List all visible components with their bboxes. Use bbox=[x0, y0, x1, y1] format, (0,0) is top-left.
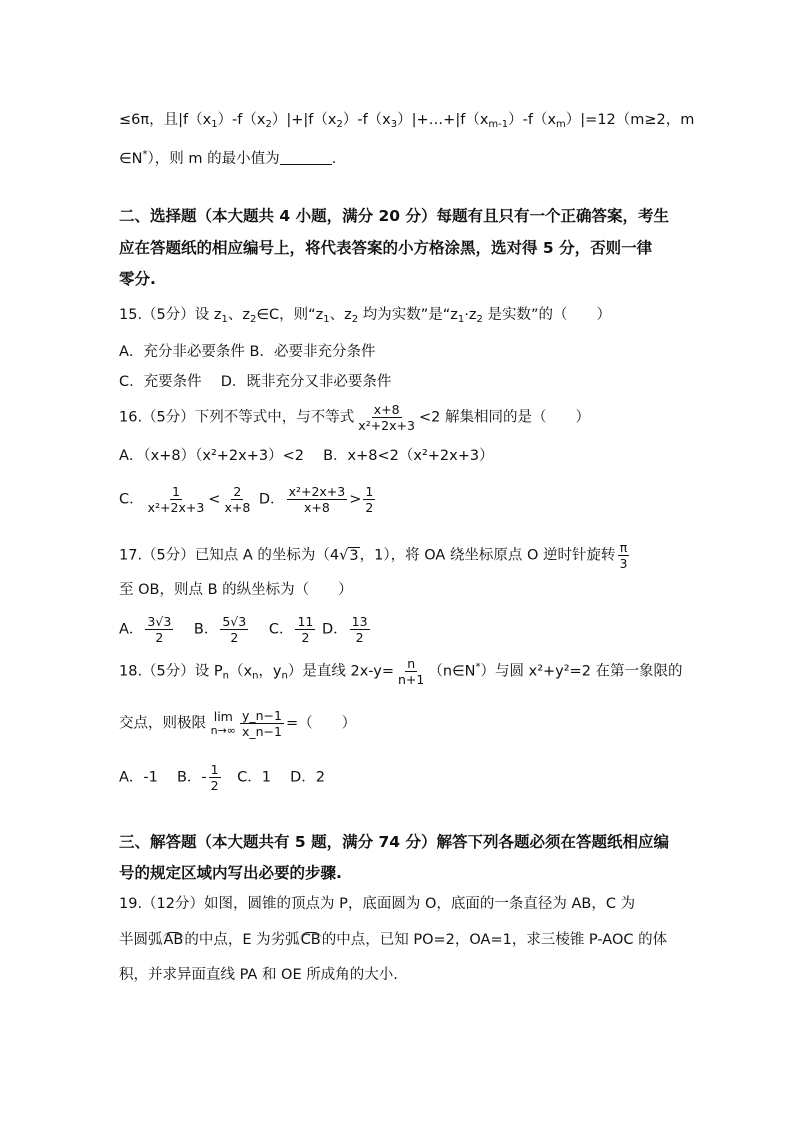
section2-heading-line1: 二、选择题（本大题共 4 小题，满分 20 分）每题有且只有一个正确答案，考生 bbox=[119, 207, 669, 225]
sub: 2 bbox=[336, 119, 343, 130]
text: . bbox=[331, 151, 337, 167]
q16-options-ab: A．（x+8）（x²+2x+3）<2 B．x+8<2（x²+2x+3） bbox=[119, 448, 494, 464]
numerator: 2 bbox=[233, 484, 242, 499]
text: ）是直线 2x-y= bbox=[287, 663, 394, 680]
sub: n bbox=[222, 670, 229, 682]
q17-stem bbox=[119, 540, 632, 571]
sub: 1 bbox=[221, 314, 228, 325]
sub: m bbox=[556, 119, 566, 130]
text: ）|+|f（x bbox=[271, 112, 337, 128]
text: A．-1 B．- bbox=[119, 769, 207, 786]
q19-line2 bbox=[119, 930, 667, 950]
numerator: 1 bbox=[210, 762, 219, 777]
text: ）与圆 x²+y²=2 在第一象限的 bbox=[480, 663, 683, 680]
lim-under: n→∞ bbox=[210, 723, 236, 737]
text: 的中点，已知 PO=2，OA=1，求三棱锥 P-AOC 的体 bbox=[321, 932, 668, 948]
q16-options-cd bbox=[119, 484, 377, 515]
numerator: x+8 bbox=[373, 402, 400, 417]
text: 的中点，E 为劣弧 bbox=[184, 932, 300, 948]
answer-blank bbox=[280, 150, 332, 165]
q18-stem bbox=[119, 656, 683, 687]
text: 是实数”的（ ） bbox=[482, 307, 612, 323]
text: < bbox=[208, 491, 221, 508]
q16-stem bbox=[119, 402, 590, 433]
q17-stem-line2: 至 OB，则点 B 的纵坐标为（ ） bbox=[119, 582, 353, 598]
sub: 1 bbox=[323, 314, 330, 325]
sub: m-1 bbox=[488, 119, 509, 130]
text: ，1），将 OA 绕坐标原点 O 逆时针旋转 bbox=[359, 547, 616, 564]
section2-heading-line2: 应在答题纸的相应编号上，将代表答案的小方格涂黑，选对得 5 分，否则一律 bbox=[119, 239, 653, 257]
section3-heading-line1: 三、解答题（本大题共有 5 题，满分 74 分）解答下列各题必须在答题纸相应编 bbox=[119, 833, 669, 851]
text: （n∈N bbox=[428, 663, 476, 680]
text: 、z bbox=[227, 307, 251, 323]
numerator: y_n−1 bbox=[241, 708, 282, 723]
text: ），则 m 的最小值为 bbox=[147, 151, 280, 167]
denominator: 2 bbox=[355, 630, 364, 645]
q17-options bbox=[119, 614, 372, 645]
numerator: 3√3 bbox=[147, 614, 172, 629]
text: 18.（5分）设 P bbox=[119, 663, 223, 680]
text: ∈N bbox=[119, 151, 143, 167]
fraction bbox=[287, 484, 348, 515]
text: 均为实数”是“z bbox=[358, 307, 458, 323]
text: 16.（5分）下列不等式中，与不等式 bbox=[119, 409, 355, 426]
text: ≤6π，且|f（x bbox=[119, 112, 212, 128]
text: ，y bbox=[258, 663, 282, 680]
fraction bbox=[295, 614, 315, 645]
arc-cb: CB bbox=[300, 932, 321, 948]
text: 17.（5分）已知点 A 的坐标为（4 bbox=[119, 547, 340, 564]
text: > bbox=[349, 491, 362, 508]
denominator: x+8 bbox=[303, 500, 330, 515]
sqrt-sign: √ bbox=[339, 547, 349, 564]
option-label: D． bbox=[321, 621, 348, 638]
denominator: 2 bbox=[365, 500, 374, 515]
text: ）-f（x bbox=[342, 112, 391, 128]
text: ∈C，则“z bbox=[256, 307, 324, 323]
fraction bbox=[145, 614, 173, 645]
fraction bbox=[222, 484, 252, 515]
sub: 1 bbox=[457, 314, 465, 325]
sub: 1 bbox=[211, 119, 218, 130]
text: 半圆弧 bbox=[119, 932, 163, 948]
numerator: 1 bbox=[171, 484, 180, 499]
text: C．1 D．2 bbox=[222, 769, 325, 786]
text: ）|+…+|f（x bbox=[397, 112, 489, 128]
numerator: x²+2x+3 bbox=[288, 484, 346, 499]
option-label: C． bbox=[119, 491, 144, 508]
option-label: A． bbox=[119, 621, 144, 638]
q18-options bbox=[119, 762, 325, 793]
option-label: B． bbox=[193, 621, 219, 638]
denominator: 2 bbox=[230, 630, 239, 645]
fraction bbox=[146, 484, 207, 515]
fraction bbox=[618, 540, 630, 571]
fraction bbox=[363, 484, 375, 515]
option-label: D． bbox=[258, 491, 285, 508]
fraction bbox=[240, 708, 284, 739]
numerator: n bbox=[407, 656, 416, 671]
denominator: n+1 bbox=[397, 672, 425, 687]
fraction bbox=[356, 402, 417, 433]
section2-heading-line3: 零分. bbox=[119, 270, 156, 288]
sub: 2 bbox=[351, 314, 359, 325]
q19-line3: 积，并求异面直线 PA 和 OE 所成角的大小. bbox=[119, 967, 398, 983]
sub: n bbox=[281, 670, 288, 682]
text: ）|=12（m≥2，m bbox=[565, 112, 695, 128]
numerator: 5√3 bbox=[222, 614, 247, 629]
denominator: x_n−1 bbox=[241, 724, 282, 739]
text: =（ ） bbox=[285, 715, 357, 732]
q15-stem bbox=[119, 305, 611, 330]
denominator: x²+2x+3 bbox=[358, 418, 415, 433]
option-label: C． bbox=[268, 621, 294, 638]
sub: 2 bbox=[250, 314, 257, 325]
denominator: x²+2x+3 bbox=[147, 500, 205, 515]
section3-heading-line2: 号的规定区域内写出必要的步骤. bbox=[119, 864, 342, 882]
fraction bbox=[209, 762, 221, 793]
text: 15.（5分）设 z bbox=[119, 307, 222, 323]
denominator: 2 bbox=[301, 630, 310, 645]
text: ·z bbox=[464, 307, 477, 323]
text: <2 解集相同的是（ ） bbox=[418, 409, 590, 426]
q15-options-ab: A．充分非必要条件 B．必要非充分条件 bbox=[119, 344, 376, 360]
text: 交点，则极限 bbox=[119, 715, 206, 732]
q14-tail-line1 bbox=[119, 110, 694, 135]
denominator: 2 bbox=[155, 630, 164, 645]
sub: 2 bbox=[476, 314, 483, 325]
arc-ab: AB bbox=[163, 932, 184, 948]
radicand: 3 bbox=[349, 547, 359, 564]
limit-operator bbox=[211, 710, 236, 738]
denominator: 3 bbox=[619, 556, 628, 571]
fraction bbox=[350, 614, 370, 645]
q15-options-cd: C．充要条件 D．既非充分又非必要条件 bbox=[119, 374, 392, 390]
q14-tail-line2 bbox=[119, 145, 336, 169]
fraction bbox=[396, 656, 426, 687]
numerator: 11 bbox=[297, 614, 314, 629]
sub: 3 bbox=[390, 119, 398, 130]
denominator: x+8 bbox=[224, 500, 251, 515]
text: ）-f（x bbox=[217, 112, 266, 128]
numerator: π bbox=[619, 540, 628, 555]
numerator: 13 bbox=[351, 614, 368, 629]
sub: 2 bbox=[265, 119, 272, 130]
fraction bbox=[220, 614, 248, 645]
numerator: 1 bbox=[365, 484, 374, 499]
sub: n bbox=[252, 670, 259, 682]
text: 、z bbox=[329, 307, 352, 323]
q18-stem-line2 bbox=[119, 708, 356, 739]
lim-text: lim bbox=[213, 708, 233, 724]
sup: * bbox=[142, 149, 148, 160]
q19-line1: 19.（12分）如图，圆锥的顶点为 P，底面圆为 O，底面的一条直径为 AB，C 为 bbox=[119, 896, 636, 912]
denominator: 2 bbox=[210, 778, 219, 793]
text: （x bbox=[228, 663, 253, 680]
sup: * bbox=[475, 661, 481, 673]
text: ）-f（x bbox=[508, 112, 557, 128]
